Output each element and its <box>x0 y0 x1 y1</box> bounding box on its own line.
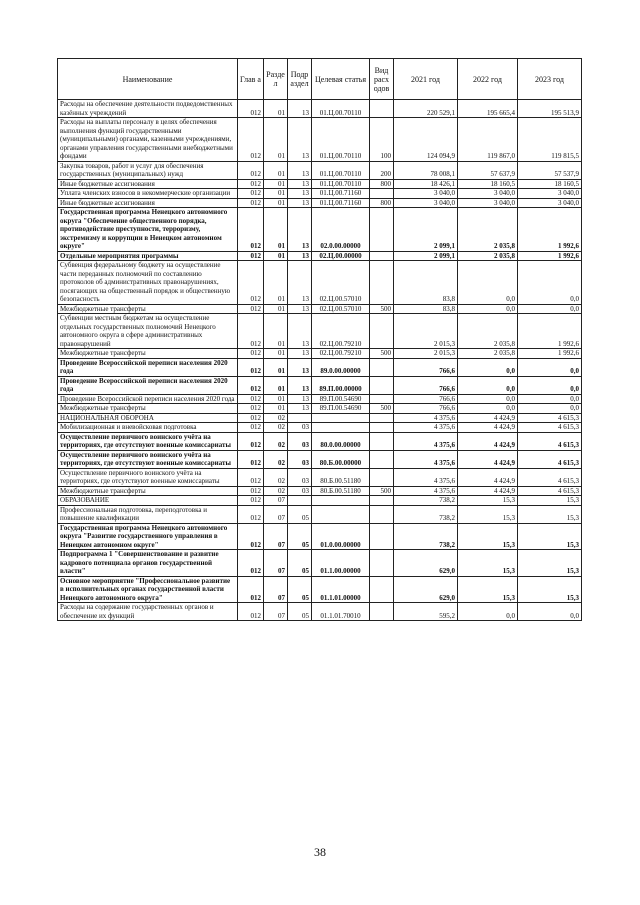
row-article: 80.Б.00.51180 <box>312 468 370 486</box>
row-vid <box>370 468 394 486</box>
row-vid <box>370 450 394 468</box>
row-podrazdel: 03 <box>288 450 312 468</box>
row-podrazdel: 03 <box>288 468 312 486</box>
row-glava: 012 <box>238 394 264 404</box>
row-article: 01.1.01.70010 <box>312 603 370 621</box>
row-glava: 012 <box>238 505 264 523</box>
row-value-2022: 0,0 <box>458 603 518 621</box>
row-value-2021: 629,0 <box>394 550 458 577</box>
table-row <box>58 404 582 414</box>
row-vid: 500 <box>370 486 394 496</box>
budget-sheet <box>57 58 581 621</box>
table-row <box>58 523 582 550</box>
row-glava: 012 <box>238 423 264 433</box>
row-razdel: 01 <box>264 118 288 162</box>
header-podrazdel: Подр аздел <box>288 59 312 100</box>
row-value-2021: 2 099,1 <box>394 208 458 252</box>
row-article <box>312 496 370 506</box>
row-name: Закупка товаров, работ и услуг для обеспечения государственных (муниципальных) нужд <box>58 161 238 179</box>
row-glava: 012 <box>238 161 264 179</box>
row-value-2023: 4 615,3 <box>518 450 582 468</box>
row-vid: 500 <box>370 349 394 359</box>
row-value-2023: 0,0 <box>518 304 582 314</box>
row-vid <box>370 189 394 199</box>
row-value-2023: 0,0 <box>518 358 582 376</box>
row-razdel: 01 <box>264 261 288 305</box>
row-value-2023: 0,0 <box>518 376 582 394</box>
row-podrazdel: 13 <box>288 394 312 404</box>
row-glava: 012 <box>238 179 264 189</box>
header-2022: 2022 год <box>458 59 518 100</box>
row-value-2022: 4 424,9 <box>458 413 518 423</box>
header-2021: 2021 год <box>394 59 458 100</box>
row-razdel: 02 <box>264 423 288 433</box>
row-name: Проведение Всероссийской переписи населения 2020 года <box>58 376 238 394</box>
row-value-2021: 83,8 <box>394 261 458 305</box>
header-2023: 2023 год <box>518 59 582 100</box>
row-vid: 800 <box>370 179 394 189</box>
row-glava: 012 <box>238 603 264 621</box>
row-razdel: 02 <box>264 450 288 468</box>
row-vid: 100 <box>370 118 394 162</box>
row-glava: 012 <box>238 358 264 376</box>
row-article: 01.1.00.00000 <box>312 550 370 577</box>
row-value-2023: 15,3 <box>518 523 582 550</box>
row-value-2021: 4 375,6 <box>394 423 458 433</box>
row-vid <box>370 496 394 506</box>
row-razdel: 01 <box>264 100 288 118</box>
row-name: Субвенция федеральному бюджету на осуществление части переданных полномочий по составлению протоколов об административных правонарушениях, посягающих на общественный порядок и общественную безопасность <box>58 261 238 305</box>
row-vid <box>370 423 394 433</box>
row-value-2022: 0,0 <box>458 358 518 376</box>
row-name: Расходы на выплаты персоналу в целях обеспечения выполнения функций государственными (муниципальными) органами, казенными учреждениями, органами управления государственными внебюджетными фондами <box>58 118 238 162</box>
row-name: Уплата членских взносов в некоммерческие организации <box>58 189 238 199</box>
row-razdel: 01 <box>264 208 288 252</box>
row-razdel: 02 <box>264 432 288 450</box>
table-row <box>58 100 582 118</box>
row-glava: 012 <box>238 251 264 261</box>
table-body <box>58 100 582 621</box>
row-name: Расходы на содержание государственных органов и обеспечение их функций <box>58 603 238 621</box>
row-value-2023: 195 513,9 <box>518 100 582 118</box>
row-podrazdel: 13 <box>288 404 312 414</box>
table-row <box>58 576 582 603</box>
row-value-2022: 2 035,8 <box>458 251 518 261</box>
row-value-2022: 195 665,4 <box>458 100 518 118</box>
row-value-2023: 3 040,0 <box>518 198 582 208</box>
row-glava: 012 <box>238 314 264 349</box>
row-podrazdel: 05 <box>288 576 312 603</box>
table-row <box>58 468 582 486</box>
row-name: Профессиональная подготовка, переподготовка и повышение квалификации <box>58 505 238 523</box>
row-value-2021: 738,2 <box>394 523 458 550</box>
row-podrazdel: 05 <box>288 550 312 577</box>
row-value-2021: 766,6 <box>394 404 458 414</box>
row-article: 02.Ц.00.79210 <box>312 314 370 349</box>
row-value-2023: 15,3 <box>518 550 582 577</box>
row-value-2021: 220 529,1 <box>394 100 458 118</box>
row-value-2022: 3 040,0 <box>458 198 518 208</box>
row-value-2023: 1 992,6 <box>518 251 582 261</box>
row-value-2021: 2 099,1 <box>394 251 458 261</box>
row-vid <box>370 576 394 603</box>
row-name: Иные бюджетные ассигнования <box>58 198 238 208</box>
row-vid: 800 <box>370 198 394 208</box>
row-value-2022: 15,3 <box>458 550 518 577</box>
table-header-row <box>58 59 582 100</box>
row-name: Осуществление первичного воинского учёта на территориях, где отсутствуют военные комиссариаты <box>58 432 238 450</box>
row-value-2022: 4 424,9 <box>458 432 518 450</box>
row-value-2021: 595,2 <box>394 603 458 621</box>
row-value-2022: 0,0 <box>458 261 518 305</box>
row-razdel: 07 <box>264 550 288 577</box>
row-article: 01.Ц.00.71160 <box>312 198 370 208</box>
row-glava: 012 <box>238 349 264 359</box>
row-razdel: 01 <box>264 251 288 261</box>
row-name: Субвенции местным бюджетам на осуществление отдельных государственных полномочий Ненецкого автономного округа в сфере административных правонарушений <box>58 314 238 349</box>
row-glava: 012 <box>238 100 264 118</box>
row-article: 01.Ц.00.70110 <box>312 118 370 162</box>
row-vid <box>370 432 394 450</box>
row-podrazdel: 13 <box>288 304 312 314</box>
table-row <box>58 394 582 404</box>
row-podrazdel: 13 <box>288 358 312 376</box>
row-vid <box>370 376 394 394</box>
row-podrazdel: 05 <box>288 603 312 621</box>
row-glava: 012 <box>238 486 264 496</box>
row-name: Государственная программа Ненецкого автономного округа "Развитие государственного управления в Ненецком автономном округе" <box>58 523 238 550</box>
row-article: 80.Б.00.51180 <box>312 486 370 496</box>
row-value-2021: 3 040,0 <box>394 189 458 199</box>
table-row <box>58 118 582 162</box>
row-value-2022: 2 035,8 <box>458 349 518 359</box>
row-vid <box>370 505 394 523</box>
table-row <box>58 486 582 496</box>
row-podrazdel <box>288 496 312 506</box>
table-row <box>58 349 582 359</box>
row-podrazdel: 03 <box>288 423 312 433</box>
row-value-2022: 3 040,0 <box>458 189 518 199</box>
row-value-2022: 0,0 <box>458 376 518 394</box>
row-glava: 012 <box>238 304 264 314</box>
row-razdel: 07 <box>264 576 288 603</box>
row-value-2023: 4 615,3 <box>518 468 582 486</box>
row-name: ОБРАЗОВАНИЕ <box>58 496 238 506</box>
row-razdel: 07 <box>264 603 288 621</box>
row-value-2021: 738,2 <box>394 505 458 523</box>
row-podrazdel: 05 <box>288 523 312 550</box>
row-podrazdel: 13 <box>288 376 312 394</box>
row-vid <box>370 100 394 118</box>
row-name: Межбюджетные трансферты <box>58 404 238 414</box>
table-row <box>58 314 582 349</box>
row-article: 02.Ц.00.00000 <box>312 251 370 261</box>
row-vid <box>370 314 394 349</box>
row-value-2022: 4 424,9 <box>458 423 518 433</box>
row-value-2021: 629,0 <box>394 576 458 603</box>
row-article: 02.0.00.00000 <box>312 208 370 252</box>
row-value-2023: 15,3 <box>518 505 582 523</box>
row-name: Межбюджетные трансферты <box>58 304 238 314</box>
table-row <box>58 432 582 450</box>
table-row <box>58 550 582 577</box>
row-article: 80.0.00.00000 <box>312 432 370 450</box>
row-glava: 012 <box>238 198 264 208</box>
row-value-2023: 0,0 <box>518 404 582 414</box>
row-value-2021: 4 375,6 <box>394 468 458 486</box>
row-razdel: 07 <box>264 505 288 523</box>
row-name: Государственная программа Ненецкого автономного округа "Обеспечение общественного порядка, противодействие преступности, терроризму, экстремизму и коррупции в Ненецком автономном округе" <box>58 208 238 252</box>
table-row <box>58 304 582 314</box>
row-podrazdel: 03 <box>288 486 312 496</box>
row-name: Осуществление первичного воинского учёта на территориях, где отсутствуют военные комиссариаты <box>58 468 238 486</box>
table-row <box>58 161 582 179</box>
header-vid: Вид расх одов <box>370 59 394 100</box>
row-value-2021: 3 040,0 <box>394 198 458 208</box>
row-value-2022: 18 160,5 <box>458 179 518 189</box>
row-name: Проведение Всероссийской переписи населения 2020 года <box>58 394 238 404</box>
row-article: 02.Ц.00.57010 <box>312 304 370 314</box>
row-glava: 012 <box>238 468 264 486</box>
row-value-2023: 57 537,9 <box>518 161 582 179</box>
table-row <box>58 198 582 208</box>
row-article: 01.0.00.00000 <box>312 523 370 550</box>
row-article <box>312 505 370 523</box>
row-podrazdel: 03 <box>288 432 312 450</box>
row-podrazdel: 13 <box>288 251 312 261</box>
row-value-2023: 0,0 <box>518 394 582 404</box>
row-name: Осуществление первичного воинского учёта на территориях, где отсутствуют военные комиссариаты <box>58 450 238 468</box>
row-value-2023: 18 160,5 <box>518 179 582 189</box>
row-glava: 012 <box>238 450 264 468</box>
row-name: Мобилизационная и вневойсковая подготовка <box>58 423 238 433</box>
row-name: Расходы на обеспечение деятельности подведомственных казённых учреждений <box>58 100 238 118</box>
row-value-2022: 0,0 <box>458 394 518 404</box>
row-value-2023: 0,0 <box>518 603 582 621</box>
row-article: 01.1.01.00000 <box>312 576 370 603</box>
row-glava: 012 <box>238 261 264 305</box>
row-podrazdel: 13 <box>288 189 312 199</box>
row-value-2021: 124 094,9 <box>394 118 458 162</box>
row-value-2022: 119 867,0 <box>458 118 518 162</box>
row-razdel: 01 <box>264 358 288 376</box>
row-vid <box>370 550 394 577</box>
row-razdel: 01 <box>264 394 288 404</box>
row-podrazdel <box>288 413 312 423</box>
row-glava: 012 <box>238 413 264 423</box>
row-value-2022: 15,3 <box>458 496 518 506</box>
row-value-2021: 2 015,3 <box>394 349 458 359</box>
page-number: 38 <box>314 845 326 859</box>
row-value-2022: 2 035,8 <box>458 208 518 252</box>
row-value-2023: 0,0 <box>518 261 582 305</box>
header-name: Наименование <box>58 59 238 100</box>
row-article: 01.Ц.00.70110 <box>312 100 370 118</box>
row-article: 01.Ц.00.71160 <box>312 189 370 199</box>
header-razdel: Разде л <box>264 59 288 100</box>
row-razdel: 01 <box>264 198 288 208</box>
row-value-2022: 4 424,9 <box>458 486 518 496</box>
row-glava: 012 <box>238 189 264 199</box>
row-glava: 012 <box>238 208 264 252</box>
row-glava: 012 <box>238 496 264 506</box>
row-podrazdel: 13 <box>288 314 312 349</box>
row-value-2022: 4 424,9 <box>458 468 518 486</box>
row-article <box>312 413 370 423</box>
budget-table <box>57 58 582 621</box>
row-podrazdel: 13 <box>288 118 312 162</box>
row-razdel: 02 <box>264 468 288 486</box>
row-name: НАЦИОНАЛЬНАЯ ОБОРОНА <box>58 413 238 423</box>
row-article: 89.П.00.00000 <box>312 376 370 394</box>
row-value-2021: 4 375,6 <box>394 432 458 450</box>
row-name: Межбюджетные трансферты <box>58 486 238 496</box>
row-value-2021: 738,2 <box>394 496 458 506</box>
table-row <box>58 603 582 621</box>
row-razdel: 01 <box>264 161 288 179</box>
row-value-2023: 15,3 <box>518 576 582 603</box>
row-value-2022: 2 035,8 <box>458 314 518 349</box>
row-razdel: 07 <box>264 496 288 506</box>
row-value-2021: 766,6 <box>394 394 458 404</box>
row-vid <box>370 394 394 404</box>
row-value-2023: 1 992,6 <box>518 349 582 359</box>
row-podrazdel: 13 <box>288 161 312 179</box>
row-article: 01.Ц.00.70110 <box>312 179 370 189</box>
row-name: Отдельные мероприятия программы <box>58 251 238 261</box>
row-value-2022: 4 424,9 <box>458 450 518 468</box>
row-podrazdel: 13 <box>288 208 312 252</box>
row-vid: 500 <box>370 304 394 314</box>
row-razdel: 01 <box>264 179 288 189</box>
row-vid <box>370 358 394 376</box>
row-vid: 200 <box>370 161 394 179</box>
row-razdel: 01 <box>264 376 288 394</box>
row-value-2022: 57 637,9 <box>458 161 518 179</box>
row-article: 89.0.00.00000 <box>312 358 370 376</box>
row-podrazdel: 05 <box>288 505 312 523</box>
row-value-2023: 4 615,3 <box>518 432 582 450</box>
table-row <box>58 450 582 468</box>
row-value-2021: 78 008,1 <box>394 161 458 179</box>
row-vid <box>370 251 394 261</box>
row-value-2022: 15,3 <box>458 505 518 523</box>
row-value-2022: 15,3 <box>458 576 518 603</box>
row-article: 89.П.00.54690 <box>312 404 370 414</box>
row-glava: 012 <box>238 576 264 603</box>
row-razdel: 01 <box>264 349 288 359</box>
row-glava: 012 <box>238 118 264 162</box>
row-vid <box>370 603 394 621</box>
row-value-2021: 4 375,6 <box>394 486 458 496</box>
row-value-2021: 18 426,1 <box>394 179 458 189</box>
header-glava: Глав а <box>238 59 264 100</box>
row-value-2023: 119 815,5 <box>518 118 582 162</box>
row-razdel: 01 <box>264 304 288 314</box>
row-value-2023: 15,3 <box>518 496 582 506</box>
row-article: 80.Б.00.00000 <box>312 450 370 468</box>
row-vid <box>370 208 394 252</box>
table-row <box>58 505 582 523</box>
row-value-2023: 3 040,0 <box>518 189 582 199</box>
row-vid <box>370 261 394 305</box>
table-row <box>58 423 582 433</box>
table-row <box>58 358 582 376</box>
row-vid <box>370 523 394 550</box>
row-name: Подпрограмма 1 "Совершенствование и развитие кадрового потенциала органов государственной власти" <box>58 550 238 577</box>
row-value-2023: 4 615,3 <box>518 423 582 433</box>
row-razdel: 01 <box>264 314 288 349</box>
row-article: 89.П.00.54690 <box>312 394 370 404</box>
table-row <box>58 189 582 199</box>
row-glava: 012 <box>238 523 264 550</box>
row-value-2021: 2 015,3 <box>394 314 458 349</box>
row-value-2023: 4 615,3 <box>518 486 582 496</box>
row-value-2021: 83,8 <box>394 304 458 314</box>
row-razdel: 02 <box>264 486 288 496</box>
row-article: 02.Ц.00.79210 <box>312 349 370 359</box>
row-value-2022: 0,0 <box>458 404 518 414</box>
row-vid: 500 <box>370 404 394 414</box>
row-glava: 012 <box>238 432 264 450</box>
row-podrazdel: 13 <box>288 100 312 118</box>
table-row <box>58 413 582 423</box>
row-glava: 012 <box>238 404 264 414</box>
row-value-2021: 766,6 <box>394 358 458 376</box>
row-article: 01.Ц.00.70110 <box>312 161 370 179</box>
row-article: 02.Ц.00.57010 <box>312 261 370 305</box>
row-vid <box>370 413 394 423</box>
row-value-2021: 4 375,6 <box>394 413 458 423</box>
row-article <box>312 423 370 433</box>
row-razdel: 01 <box>264 404 288 414</box>
row-podrazdel: 13 <box>288 179 312 189</box>
table-row <box>58 251 582 261</box>
table-row <box>58 496 582 506</box>
header-article: Целевая статья <box>312 59 370 100</box>
row-value-2022: 15,3 <box>458 523 518 550</box>
row-name: Межбюджетные трансферты <box>58 349 238 359</box>
row-value-2021: 4 375,6 <box>394 450 458 468</box>
row-razdel: 02 <box>264 413 288 423</box>
row-name: Основное мероприятие "Профессиональное развитие в исполнительных органах государственной власти Ненецкого автономного округа" <box>58 576 238 603</box>
row-glava: 012 <box>238 550 264 577</box>
table-row <box>58 179 582 189</box>
row-name: Проведение Всероссийской переписи населения 2020 года <box>58 358 238 376</box>
row-razdel: 07 <box>264 523 288 550</box>
row-value-2023: 4 615,3 <box>518 413 582 423</box>
row-glava: 012 <box>238 376 264 394</box>
table-row <box>58 376 582 394</box>
row-razdel: 01 <box>264 189 288 199</box>
table-row <box>58 208 582 252</box>
row-podrazdel: 13 <box>288 261 312 305</box>
row-podrazdel: 13 <box>288 349 312 359</box>
row-value-2021: 766,6 <box>394 376 458 394</box>
table-row <box>58 261 582 305</box>
row-value-2023: 1 992,6 <box>518 208 582 252</box>
row-value-2023: 1 992,6 <box>518 314 582 349</box>
row-podrazdel: 13 <box>288 198 312 208</box>
row-name: Иные бюджетные ассигнования <box>58 179 238 189</box>
row-value-2022: 0,0 <box>458 304 518 314</box>
